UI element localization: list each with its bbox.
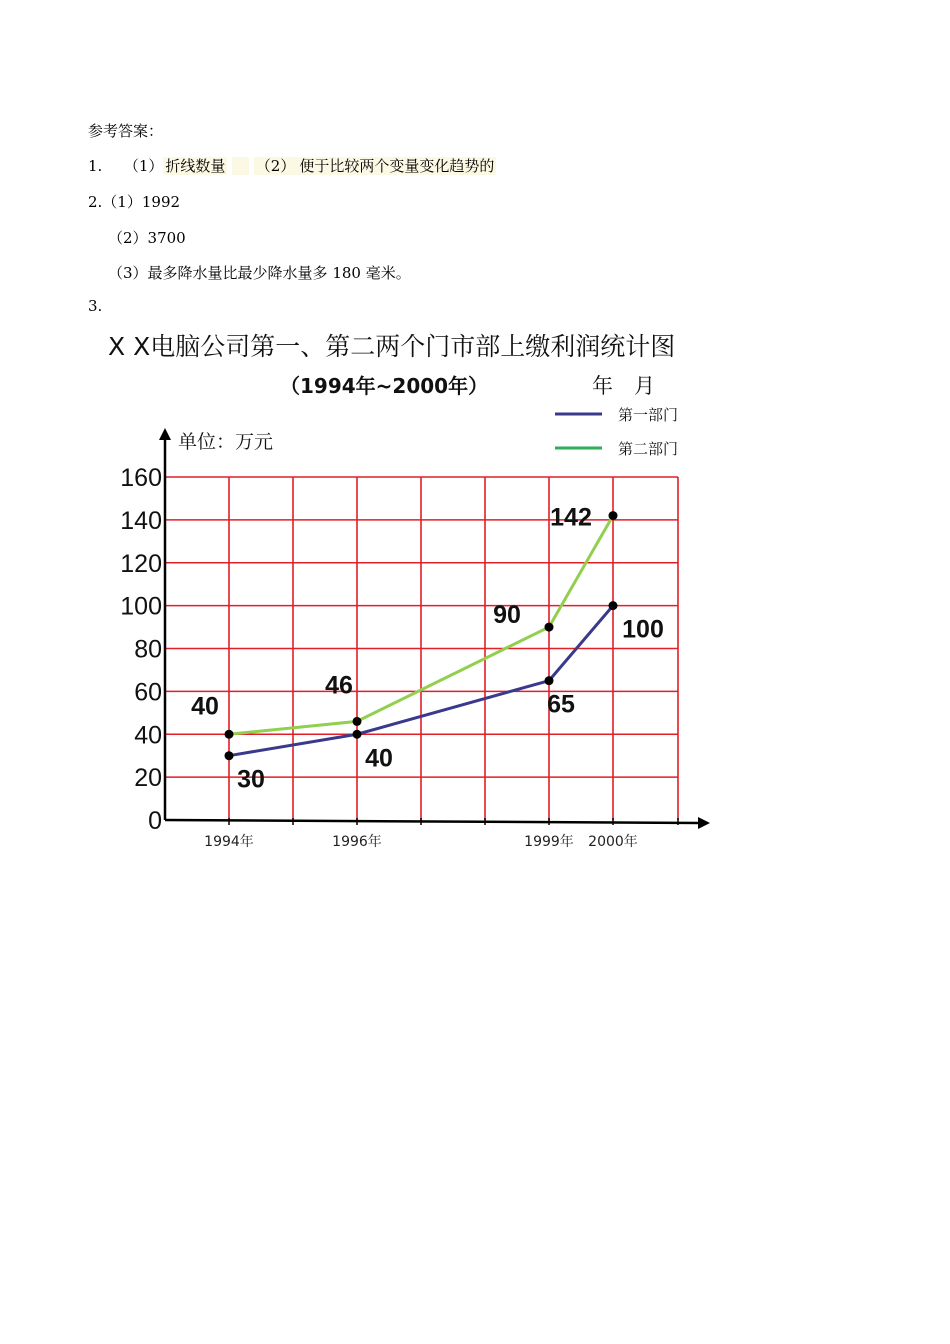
chart-subtitle: （1994年~2000年） <box>280 374 489 398</box>
y-tick-label: 40 <box>134 721 162 750</box>
data-label-series-1: 100 <box>622 615 664 644</box>
y-axis-arrow <box>159 428 171 440</box>
data-point-series-2 <box>545 623 554 632</box>
x-axis <box>165 820 700 823</box>
data-point-series-1 <box>545 676 554 685</box>
y-tick-label: 160 <box>120 464 162 492</box>
answer-1-part1-text: 折线数量 <box>165 157 226 175</box>
y-tick-label: 100 <box>120 592 162 621</box>
data-point-series-1 <box>609 601 618 610</box>
legend-label-2: 第二部门 <box>618 440 679 458</box>
x-tick-label: 1994年 <box>204 834 254 850</box>
y-tick-label: 20 <box>134 764 162 793</box>
chart-date-label: 年 月 <box>592 374 655 398</box>
answers-heading-text: 参考答案： <box>88 122 164 140</box>
answer-2-part2-text: （2）3700 <box>108 229 186 247</box>
data-point-series-2 <box>225 730 234 739</box>
answer-1-part1-label: （1） <box>123 157 164 175</box>
x-tick-label: 1996年 <box>332 834 382 850</box>
answer-2-part3-text: （3）最多降水量比最少降水量多 180 毫米。 <box>108 264 411 282</box>
y-tick-label: 80 <box>134 635 162 664</box>
data-point-series-1 <box>225 751 234 760</box>
x-tick-label: 2000年 <box>588 834 638 850</box>
data-label-series-2: 46 <box>325 671 353 700</box>
chart-unit-label: 单位：万元 <box>178 431 274 453</box>
y-tick-label: 60 <box>134 678 162 707</box>
data-label-series-1: 40 <box>365 744 393 773</box>
data-label-series-2: 142 <box>550 503 592 532</box>
legend <box>555 406 678 458</box>
answer-1-part2-text: 便于比较两个变量变化趋势的 <box>299 157 495 175</box>
data-point-series-2 <box>609 511 618 520</box>
legend-label-1: 第一部门 <box>618 406 679 424</box>
y-tick-label: 0 <box>148 807 162 835</box>
data-label-series-2: 90 <box>493 601 521 630</box>
y-tick-label: 120 <box>120 549 162 578</box>
x-tick-label: 1999年 <box>524 834 574 850</box>
chart-title: X X电脑公司第一、第二两个门市部上缴利润统计图 <box>108 332 676 361</box>
data-label-series-1: 30 <box>237 765 265 794</box>
y-tick-label: 140 <box>120 506 162 535</box>
data-point-series-1 <box>353 730 362 739</box>
answer-2-part1-text: 2.（1）1992 <box>88 193 181 211</box>
data-label-series-1: 65 <box>547 690 575 719</box>
answer-3-number: 3. <box>88 297 103 315</box>
answer-1-part2-label: （2） <box>255 157 296 175</box>
answer-1-number: 1. <box>88 157 103 175</box>
x-axis-arrow <box>698 817 710 829</box>
data-label-series-2: 40 <box>191 692 219 721</box>
data-point-series-2 <box>353 717 362 726</box>
